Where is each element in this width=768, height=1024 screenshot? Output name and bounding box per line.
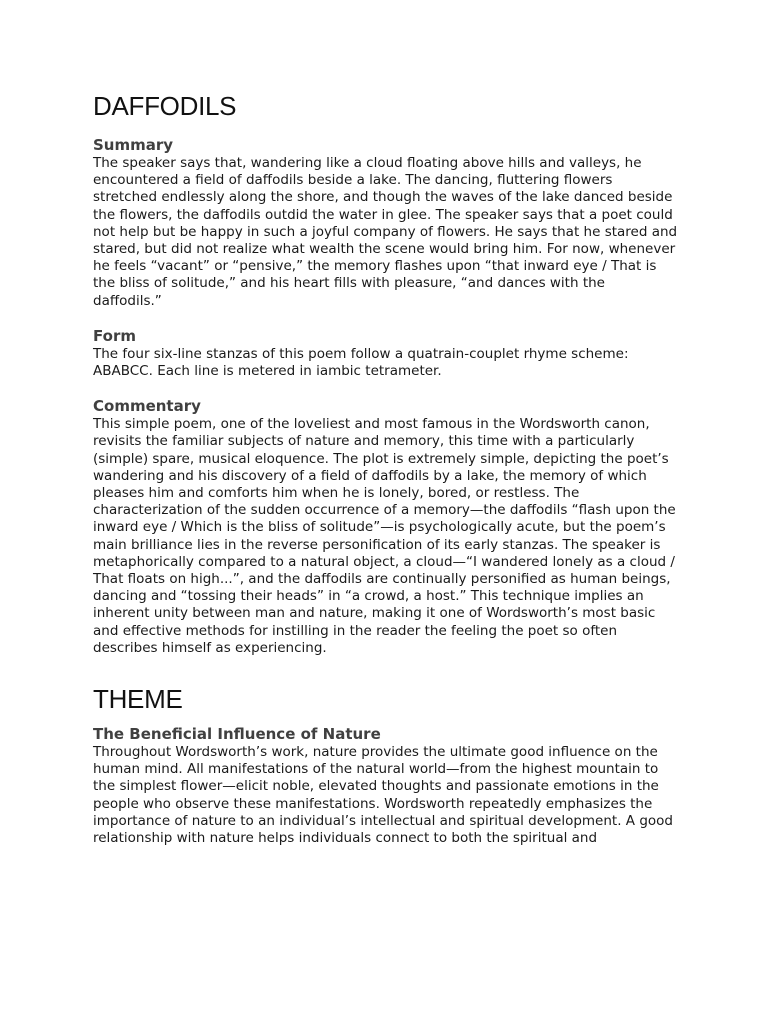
document-page bbox=[93, 88, 678, 864]
theme-nature-section bbox=[93, 725, 678, 847]
commentary-body: This simple poem, one of the loveliest and most famous in the Wordsworth canon, revisits the familiar subjects of nature and memory, this time with a particularly (simple) spare, musical eloquence. The plot is extremely simple, depicting the poet’s wandering and his discovery of a field of daffodils by a lake, the memory of which pleases him and comforts him when he is lonely, bored, or restless. The characterization of the sudden occurrence of a memory—the daffodils “flash upon the inward eye / Which is the bliss of solitude”—is psychologically acute, but the poem’s main brilliance lies in the reverse personification of its early stanzas. The speaker is metaphorically compared to a natural object, a cloud—“I wandered lonely as a cloud / That floats on high...”, and the daffodils are continually personified as human beings, dancing and “tossing their heads” in “a crowd, a host.” This technique implies an inherent unity between man and nature, making it one of Wordsworth’s most basic and effective methods for instilling in the reader the feeling the poet so often describes himself as experiencing. bbox=[93, 416, 676, 656]
theme-nature-heading: The Beneficial Influence of Nature bbox=[93, 725, 381, 744]
summary-section bbox=[93, 136, 678, 310]
form-body: The four six-line stanzas of this poem follow a quatrain-couplet rhyme scheme: ABABCC. Each line is metered in iambic tetrameter. bbox=[93, 345, 629, 380]
theme-title: THEME bbox=[93, 684, 183, 715]
commentary-heading: Commentary bbox=[93, 397, 201, 416]
theme-nature-body: Throughout Wordsworth’s work, nature provides the ultimate good influence on the human mind. All manifestations of the natural world—from the highest mountain to the simplest flower—elicit noble, elevated thoughts and passionate emotions in the people who observe these manifestations. Wordsworth repeatedly emphasizes the importance of nature to an individual’s intellectual and spiritual development. A good relationship with nature helps individuals connect to both the spiritual and bbox=[93, 744, 673, 847]
form-heading: Form bbox=[93, 326, 136, 345]
form-section bbox=[93, 327, 678, 380]
commentary-section bbox=[93, 397, 678, 657]
document-title: DAFFODILS bbox=[93, 91, 237, 121]
summary-body: The speaker says that, wandering like a cloud floating above hills and valleys, he encountered a field of daffodils beside a lake. The dancing, fluttering flowers stretched endlessly along the shore, and though the waves of the lake danced beside the flowers, the daffodils outdid the water in glee. The speaker says that a poet could not help but be happy in such a joyful company of flowers. He says that he stared and stared, but did not realize what wealth the scene would bring him. For now, whenever he feels “vacant” or “pensive,” the memory flashes upon “that inward eye / That is the bliss of solitude,” and his heart fills with pleasure, “and dances with the daffodils.” bbox=[93, 155, 678, 309]
summary-heading: Summary bbox=[93, 136, 174, 154]
